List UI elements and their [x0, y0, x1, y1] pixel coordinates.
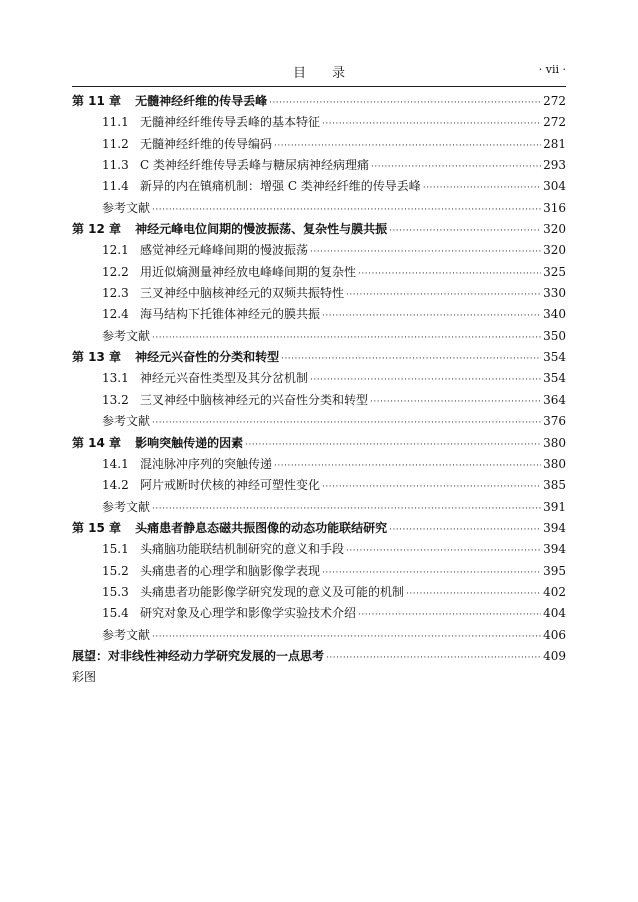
toc-entry-title: 参考文献: [102, 414, 151, 429]
toc-leader-dots: [274, 141, 541, 151]
toc-leader-dots: [322, 311, 541, 321]
toc-leader-dots: [370, 397, 541, 407]
toc-entry-label: [72, 668, 96, 685]
toc-entry-label: [72, 647, 324, 664]
toc-entry-page: 395: [543, 563, 566, 578]
toc-entry-number: 13.2: [102, 392, 129, 407]
toc-entry-title: 三叉神经中脑核神经元的双频共振特性: [140, 286, 345, 301]
toc-entry-label: [72, 113, 320, 130]
toc-entry-title: 混沌脉冲序列的突触传递: [140, 456, 273, 471]
toc-entry[interactable]: [72, 562, 566, 583]
header-rule: [72, 86, 566, 87]
toc-entry-number: 第 13 章: [72, 350, 122, 365]
toc-entry[interactable]: [72, 412, 566, 433]
toc-entry[interactable]: [72, 113, 566, 134]
page-header: [72, 62, 566, 82]
toc-entry-title: 海马结构下托锥体神经元的膜共振: [140, 307, 321, 322]
toc-entry-page: 404: [543, 606, 566, 621]
toc-entry-label: [72, 369, 308, 386]
toc-leader-dots: [371, 162, 541, 172]
toc-entry-label: [72, 583, 404, 600]
toc-entry-number: 12.3: [102, 286, 129, 301]
toc-entry-number: 12.1: [102, 243, 129, 258]
table-of-contents: [72, 92, 566, 690]
toc-entry-number: 13.1: [102, 371, 129, 386]
toc-entry-number: 第 11 章: [72, 94, 122, 108]
toc-entry-number: 第 14 章: [72, 435, 122, 450]
toc-entry-page: 385: [543, 478, 566, 493]
toc-entry-label: [72, 263, 356, 280]
toc-entry-number: 11.1: [102, 115, 129, 130]
toc-leader-dots: [389, 226, 541, 236]
toc-leader-dots: [322, 119, 541, 129]
toc-leader-dots: [346, 546, 541, 556]
toc-leader-dots: [281, 354, 541, 364]
toc-entry-number: 11.4: [102, 179, 129, 194]
toc-entry-title: 神经元兴奋性类型及其分岔机制: [140, 371, 309, 386]
toc-entry-label: [72, 519, 387, 536]
toc-entry[interactable]: [72, 220, 566, 241]
toc-entry-label: [72, 348, 279, 365]
toc-entry-page: 394: [543, 520, 566, 535]
toc-leader-dots: [310, 247, 541, 257]
toc-entry-number: 12.2: [102, 264, 129, 279]
toc-leader-dots: [310, 375, 541, 385]
toc-leader-dots: [152, 333, 541, 343]
toc-entry[interactable]: [72, 284, 566, 305]
toc-entry-page: 406: [543, 627, 566, 642]
page-number: · vii ·: [538, 63, 566, 76]
toc-leader-dots: [152, 205, 541, 215]
toc-entry[interactable]: [72, 647, 566, 668]
toc-entry-page: 376: [543, 414, 566, 429]
toc-entry-title: C 类神经纤维传导丢峰与糖尿病神经病理痛: [140, 158, 369, 173]
toc-leader-dots: [269, 98, 541, 108]
toc-entry-page: 340: [543, 307, 566, 322]
toc-entry-label: [72, 604, 356, 621]
toc-entry-title: 头痛脑功能联结机制研究的意义和手段: [140, 542, 345, 557]
toc-entry-page: 380: [543, 456, 566, 471]
toc-leader-dots: [406, 589, 541, 599]
toc-entry-page: 304: [543, 179, 566, 194]
toc-entry[interactable]: [72, 540, 566, 561]
toc-entry-page: 354: [543, 371, 566, 386]
toc-entry-page: 350: [543, 328, 566, 343]
toc-entry[interactable]: [72, 476, 566, 497]
toc-leader-dots: [274, 461, 541, 471]
toc-entry[interactable]: [72, 177, 566, 198]
toc-entry-label: [72, 199, 150, 216]
toc-entry-label: [72, 476, 320, 493]
toc-entry[interactable]: [72, 369, 566, 390]
toc-entry-title: 感觉神经元峰峰间期的慢波振荡: [140, 243, 309, 258]
toc-entry-title: 新异的内在镇痛机制：增强 C 类神经纤维的传导丢峰: [140, 179, 421, 194]
toc-entry[interactable]: [72, 263, 566, 284]
toc-entry-title: 头痛患者功能影像学研究发现的意义及可能的机制: [140, 584, 405, 599]
toc-entry-page: 316: [543, 200, 566, 215]
toc-entry-title: 展望：对非线性神经动力学研究发展的一点思考: [72, 648, 325, 663]
toc-entry-page: 354: [543, 350, 566, 365]
toc-entry-title: 阿片戒断时伏核的神经可塑性变化: [140, 478, 321, 493]
toc-entry-label: [72, 177, 421, 194]
toc-entry-number: 15.4: [102, 606, 129, 621]
toc-entry-label: [72, 305, 320, 322]
toc-leader-dots: [326, 653, 541, 663]
toc-entry-title: 神经元峰电位间期的慢波振荡、复杂性与膜共振: [135, 222, 388, 237]
toc-entry-page: 402: [543, 584, 566, 599]
toc-entry-label: [72, 412, 150, 429]
toc-leader-dots: [358, 269, 541, 279]
toc-entry-page: 320: [543, 222, 566, 237]
toc-entry-number: 11.2: [102, 136, 129, 151]
toc-entry-page: 409: [543, 648, 566, 663]
toc-entry-page: 394: [543, 542, 566, 557]
toc-entry[interactable]: [72, 327, 566, 348]
toc-entry[interactable]: [72, 241, 566, 262]
toc-entry[interactable]: [72, 92, 566, 113]
toc-entry[interactable]: [72, 434, 566, 455]
toc-entry-page: 320: [543, 243, 566, 258]
toc-entry-page: 272: [543, 94, 566, 108]
toc-entry-page: 293: [543, 158, 566, 173]
toc-leader-dots: [346, 290, 541, 300]
toc-entry-title: 头痛患者静息态磁共振图像的动态功能联结研究: [135, 520, 388, 535]
toc-entry-title: 参考文献: [102, 200, 151, 215]
toc-entry-page: 281: [543, 136, 566, 151]
toc-leader-dots: [423, 183, 541, 193]
toc-entry-title: 头痛患者的心理学和脑影像学表现: [140, 563, 321, 578]
toc-entry[interactable]: [72, 455, 566, 476]
toc-entry[interactable]: [72, 626, 566, 647]
toc-entry[interactable]: [72, 604, 566, 625]
toc-entry-title: 无髓神经纤维传导丢峰的基本特征: [140, 115, 321, 130]
toc-leader-dots: [358, 610, 541, 620]
toc-entry-number: 11.3: [102, 158, 129, 173]
toc-entry-page: 380: [543, 435, 566, 450]
toc-entry-label: [72, 540, 344, 557]
toc-entry-label: [72, 498, 150, 515]
toc-entry-title: 无髓神经纤维的传导丢峰: [135, 94, 268, 108]
toc-entry-label: [72, 284, 344, 301]
toc-entry-page: 391: [543, 499, 566, 514]
toc-entry-label: [72, 434, 243, 451]
toc-entry-label: [72, 156, 369, 173]
toc-entry-title: 影响突触传递的因素: [135, 435, 244, 450]
toc-entry-number: 15.2: [102, 563, 129, 578]
toc-entry[interactable]: [72, 498, 566, 519]
toc-entry-page: 325: [543, 264, 566, 279]
toc-leader-dots: [245, 440, 541, 450]
toc-entry-title: 神经元兴奋性的分类和转型: [135, 350, 280, 365]
toc-leader-dots: [152, 418, 541, 428]
toc-entry-label: [72, 135, 272, 152]
toc-entry[interactable]: [72, 135, 566, 156]
toc-entry-number: 14.2: [102, 478, 129, 493]
toc-entry-label: [72, 455, 272, 472]
toc-entry-label: [72, 220, 387, 237]
toc-entry-title: 三叉神经中脑核神经元的兴奋性分类和转型: [140, 392, 369, 407]
toc-entry-label: [72, 626, 150, 643]
toc-leader-dots: [322, 568, 541, 578]
page-title: 目 录: [292, 66, 345, 81]
toc-entry-number: 15.1: [102, 542, 129, 557]
toc-leader-dots: [322, 482, 541, 492]
toc-entry-title: 参考文献: [102, 499, 151, 514]
toc-entry-number: 第 12 章: [72, 222, 122, 237]
toc-entry[interactable]: [72, 305, 566, 326]
toc-leader-dots: [152, 504, 541, 514]
toc-leader-dots: [389, 525, 541, 535]
toc-entry-title: 参考文献: [102, 328, 151, 343]
toc-entry-page: 364: [543, 392, 566, 407]
toc-entry-label: [72, 92, 267, 109]
toc-entry-title: 参考文献: [102, 627, 151, 642]
toc-entry-page: 330: [543, 286, 566, 301]
toc-entry-label: [72, 391, 368, 408]
toc-entry[interactable]: [72, 668, 566, 689]
toc-entry-number: 第 15 章: [72, 520, 122, 535]
toc-leader-dots: [152, 632, 541, 642]
toc-entry-number: 14.1: [102, 456, 129, 471]
toc-entry-number: 12.4: [102, 307, 129, 322]
toc-entry-title: 研究对象及心理学和影像学实验技术介绍: [140, 606, 357, 621]
toc-entry-label: [72, 327, 150, 344]
toc-entry-title: 用近似熵测量神经放电峰峰间期的复杂性: [140, 264, 357, 279]
toc-entry-title: 彩图: [72, 670, 97, 685]
toc-entry-page: 272: [543, 115, 566, 130]
toc-entry[interactable]: [72, 519, 566, 540]
toc-entry[interactable]: [72, 156, 566, 177]
toc-entry-label: [72, 241, 308, 258]
toc-entry-number: 15.3: [102, 584, 129, 599]
toc-entry-label: [72, 562, 320, 579]
toc-entry[interactable]: [72, 583, 566, 604]
toc-entry[interactable]: [72, 199, 566, 220]
toc-entry[interactable]: [72, 348, 566, 369]
toc-entry[interactable]: [72, 391, 566, 412]
toc-entry-title: 无髓神经纤维的传导编码: [140, 136, 273, 151]
